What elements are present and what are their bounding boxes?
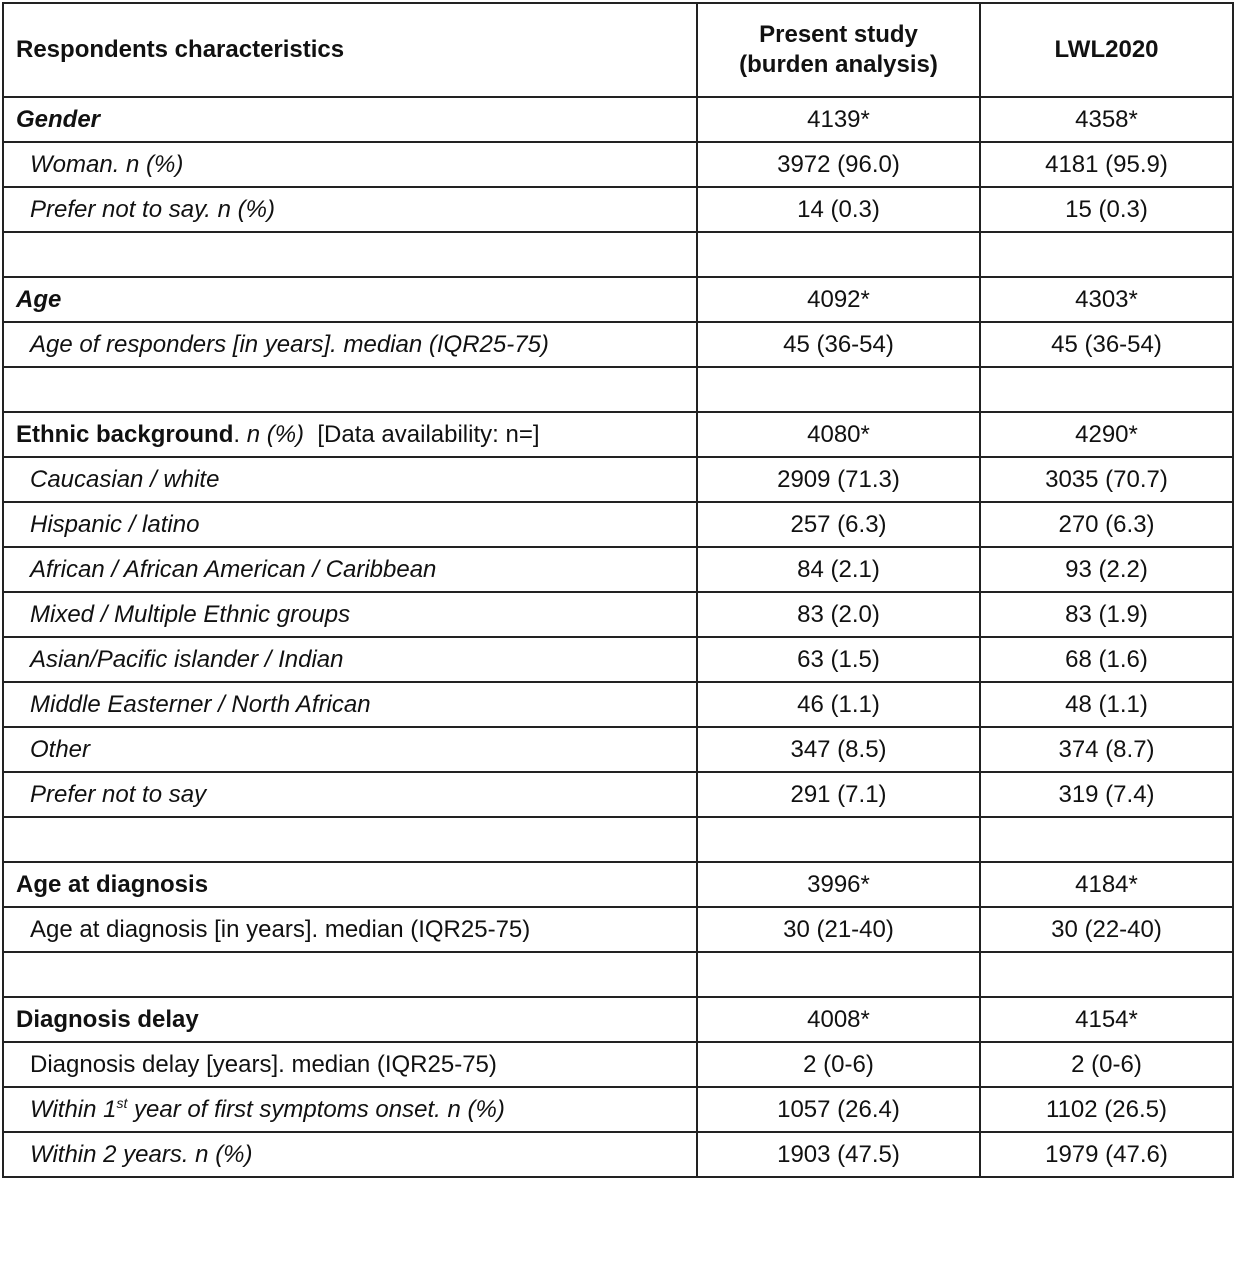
table-row-mixed	[3, 592, 1233, 637]
table-row-spacer	[3, 232, 1233, 277]
row-label: Within 2 years. n (%)	[3, 1132, 697, 1177]
present-value: 1057 (26.4)	[697, 1087, 980, 1132]
table-row-age-diagnosis-years	[3, 907, 1233, 952]
empty-cell	[980, 367, 1233, 412]
row-label: Asian/Pacific islander / Indian	[3, 637, 697, 682]
lwl-value: 4358*	[980, 97, 1233, 142]
present-value: 2909 (71.3)	[697, 457, 980, 502]
present-value: 347 (8.5)	[697, 727, 980, 772]
row-label: African / African American / Caribbean	[3, 547, 697, 592]
present-value: 84 (2.1)	[697, 547, 980, 592]
row-label: Prefer not to say. n (%)	[3, 187, 697, 232]
ethnic-label-dot: .	[233, 420, 241, 448]
ethnic-label-italic: n (%)	[240, 420, 305, 448]
header-present-study	[697, 3, 980, 97]
table-row-woman	[3, 142, 1233, 187]
row-label: Hispanic / latino	[3, 502, 697, 547]
row-label: Age of responders [in years]. median (IQR25-75)	[3, 322, 697, 367]
row-label: Caucasian / white	[3, 457, 697, 502]
empty-cell	[697, 952, 980, 997]
lwl-value: 93 (2.2)	[980, 547, 1233, 592]
header-present-study-line1: Present study	[759, 21, 918, 48]
table-row-spacer	[3, 367, 1233, 412]
present-value: 3996*	[697, 862, 980, 907]
row-label: Prefer not to say	[3, 772, 697, 817]
present-value: 257 (6.3)	[697, 502, 980, 547]
lwl-value: 48 (1.1)	[980, 682, 1233, 727]
present-value: 45 (36-54)	[697, 322, 980, 367]
lwl-value: 4181 (95.9)	[980, 142, 1233, 187]
row-label: Middle Easterner / North African	[3, 682, 697, 727]
lwl-value: 83 (1.9)	[980, 592, 1233, 637]
present-value: 14 (0.3)	[697, 187, 980, 232]
table-row-african	[3, 547, 1233, 592]
empty-cell	[980, 232, 1233, 277]
lwl-value: 374 (8.7)	[980, 727, 1233, 772]
lwl-value: 4154*	[980, 997, 1233, 1042]
row-label: Diagnosis delay [years]. median (IQR25-75)	[3, 1042, 697, 1087]
ethnic-label-availability: [Data availability: n=]	[304, 420, 540, 448]
row-label: Age at diagnosis [in years]. median (IQR25-75)	[3, 907, 697, 952]
present-value: 4008*	[697, 997, 980, 1042]
present-value: 3972 (96.0)	[697, 142, 980, 187]
empty-cell	[3, 817, 697, 862]
present-value: 1903 (47.5)	[697, 1132, 980, 1177]
lwl-value: 15 (0.3)	[980, 187, 1233, 232]
table-row-asian	[3, 637, 1233, 682]
lwl-value: 45 (36-54)	[980, 322, 1233, 367]
table-row-middle-eastern	[3, 682, 1233, 727]
lwl-value: 2 (0-6)	[980, 1042, 1233, 1087]
table-row-delay-years	[3, 1042, 1233, 1087]
header-lwl2020: LWL2020	[980, 3, 1233, 97]
lwl-value: 4303*	[980, 277, 1233, 322]
table-row-age	[3, 277, 1233, 322]
empty-cell	[697, 367, 980, 412]
lwl-value: 30 (22-40)	[980, 907, 1233, 952]
table-row-prefer-ethnic	[3, 772, 1233, 817]
lwl-value: 319 (7.4)	[980, 772, 1233, 817]
table-row-age-responders	[3, 322, 1233, 367]
row-label: Diagnosis delay	[3, 997, 697, 1042]
table-header-row	[3, 3, 1233, 97]
row-label: Woman. n (%)	[3, 142, 697, 187]
row-label: Age at diagnosis	[3, 862, 697, 907]
table-row-spacer	[3, 817, 1233, 862]
lwl-value: 4184*	[980, 862, 1233, 907]
present-value: 291 (7.1)	[697, 772, 980, 817]
present-value: 2 (0-6)	[697, 1042, 980, 1087]
row-label	[3, 1087, 697, 1132]
empty-cell	[697, 817, 980, 862]
table-row-other	[3, 727, 1233, 772]
present-value: 83 (2.0)	[697, 592, 980, 637]
present-value: 46 (1.1)	[697, 682, 980, 727]
empty-cell	[980, 817, 1233, 862]
table-row-spacer	[3, 952, 1233, 997]
row-label: Other	[3, 727, 697, 772]
lwl-value: 68 (1.6)	[980, 637, 1233, 682]
lwl-value: 270 (6.3)	[980, 502, 1233, 547]
lwl-value: 3035 (70.7)	[980, 457, 1233, 502]
empty-cell	[3, 367, 697, 412]
row-label: Mixed / Multiple Ethnic groups	[3, 592, 697, 637]
lwl-value: 1979 (47.6)	[980, 1132, 1233, 1177]
table-row-ethnic-background	[3, 412, 1233, 457]
header-present-study-line2: (burden analysis)	[739, 51, 938, 78]
present-value: 4092*	[697, 277, 980, 322]
within-1st-label-pre: Within 1	[30, 1095, 117, 1123]
within-1st-label-post: year of first symptoms onset. n (%)	[127, 1095, 505, 1123]
lwl-value: 1102 (26.5)	[980, 1087, 1233, 1132]
present-value: 30 (21-40)	[697, 907, 980, 952]
ethnic-label-bold: Ethnic background	[16, 420, 234, 448]
empty-cell	[697, 232, 980, 277]
present-value: 4139*	[697, 97, 980, 142]
table-row-prefer-gender	[3, 187, 1233, 232]
lwl-value: 4290*	[980, 412, 1233, 457]
row-label: Age	[3, 277, 697, 322]
table-row-age-at-diagnosis	[3, 862, 1233, 907]
table-row-within-1st-year	[3, 1087, 1233, 1132]
row-label	[3, 412, 697, 457]
empty-cell	[3, 952, 697, 997]
within-1st-label-sup: st	[116, 1094, 128, 1111]
empty-cell	[3, 232, 697, 277]
table-row-caucasian	[3, 457, 1233, 502]
table-row-gender	[3, 97, 1233, 142]
table-row-hispanic	[3, 502, 1233, 547]
present-value: 63 (1.5)	[697, 637, 980, 682]
empty-cell	[980, 952, 1233, 997]
respondents-characteristics-table	[2, 2, 1234, 1178]
table-row-diagnosis-delay	[3, 997, 1233, 1042]
table-row-within-2-years	[3, 1132, 1233, 1177]
present-value: 4080*	[697, 412, 980, 457]
header-characteristics: Respondents characteristics	[3, 3, 697, 97]
row-label: Gender	[3, 97, 697, 142]
